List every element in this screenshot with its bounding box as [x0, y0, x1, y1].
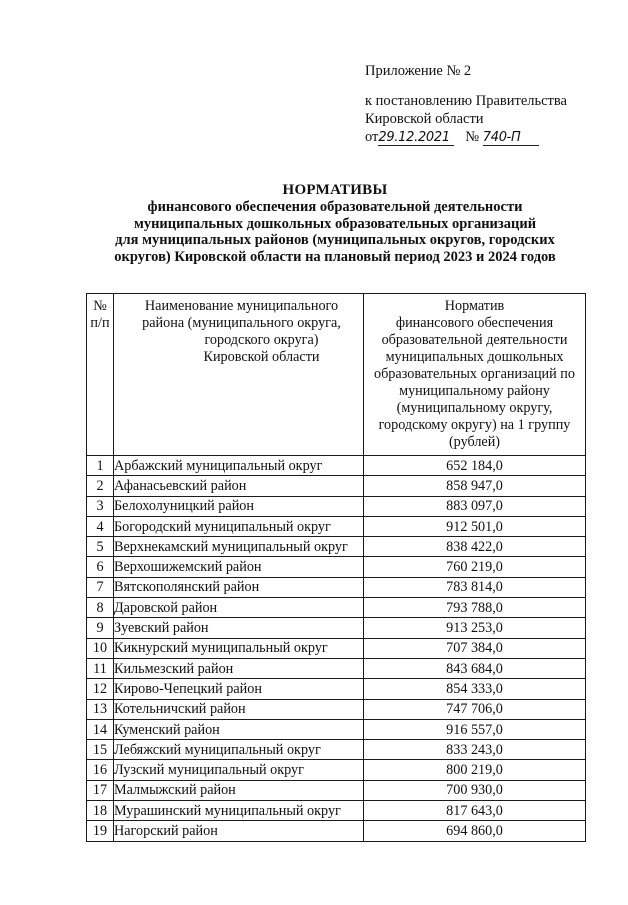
row-value: 783 814,0: [364, 577, 586, 597]
row-number: 5: [87, 537, 114, 557]
row-district: Белохолуницкий район: [114, 496, 364, 516]
row-district: Котельничский район: [114, 699, 364, 719]
row-district: Нагорский район: [114, 821, 364, 841]
row-number: 15: [87, 740, 114, 760]
header-value-line: образовательных организаций по: [374, 366, 575, 382]
table-row: [87, 801, 586, 821]
row-number: 6: [87, 557, 114, 577]
row-value: 838 422,0: [364, 537, 586, 557]
appendix-resolution-ref: к постановлению Правительства: [365, 93, 567, 109]
number-prefix: №: [465, 129, 480, 145]
row-number: 3: [87, 496, 114, 516]
header-value-line: образовательной деятельности: [381, 332, 568, 348]
row-number: 17: [87, 780, 114, 800]
row-district: Кирово-Чепецкий район: [114, 679, 364, 699]
table-row: [87, 821, 586, 841]
row-value: 854 333,0: [364, 679, 586, 699]
row-number: 12: [87, 679, 114, 699]
table-row: [87, 537, 586, 557]
row-value: 652 184,0: [364, 456, 586, 476]
row-value: 916 557,0: [364, 719, 586, 739]
date-prefix: от: [365, 129, 379, 145]
table-row: [87, 496, 586, 516]
title-line-3: для муниципальных районов (муниципальных округов, городских: [115, 232, 555, 249]
table-row: [87, 780, 586, 800]
table-row: [87, 516, 586, 536]
row-value: 858 947,0: [364, 476, 586, 496]
row-district: Верхошижемский район: [114, 557, 364, 577]
row-number: 8: [87, 598, 114, 618]
header-name-line: района (муниципального округа,: [142, 315, 341, 331]
row-district: Лузский муниципальный округ: [114, 760, 364, 780]
header-name-line: городского округа): [204, 332, 319, 348]
norms-table: [86, 293, 586, 842]
header-value-line: муниципальных дошкольных: [385, 349, 564, 365]
row-district: Кикнурский муниципальный округ: [114, 638, 364, 658]
table-row: [87, 577, 586, 597]
row-value: 694 860,0: [364, 821, 586, 841]
row-district: Кильмезский район: [114, 658, 364, 678]
row-district: Верхнекамский муниципальный округ: [114, 537, 364, 557]
row-district: Куменский район: [114, 719, 364, 739]
table-row: [87, 456, 586, 476]
header-value-line: (муниципальному округу,: [396, 400, 553, 416]
table-row: [87, 658, 586, 678]
row-value: 707 384,0: [364, 638, 586, 658]
header-value-line: финансового обеспечения: [395, 315, 554, 331]
row-number: 4: [87, 516, 114, 536]
table-row: [87, 699, 586, 719]
appendix-date-line: [365, 128, 567, 146]
row-value: 793 788,0: [364, 598, 586, 618]
title-line-1: финансового обеспечения образовательной деятельности: [147, 198, 523, 215]
appendix-authority: Кировской области: [365, 111, 484, 127]
table-header-row: [87, 294, 586, 456]
table-row: [87, 719, 586, 739]
table-row: [87, 760, 586, 780]
table-row: [87, 598, 586, 618]
row-district: Даровской район: [114, 598, 364, 618]
handwritten-date: 29.12.2021: [378, 130, 454, 146]
row-value: 800 219,0: [364, 760, 586, 780]
row-value: 833 243,0: [364, 740, 586, 760]
row-district: Афанасьевский район: [114, 476, 364, 496]
table-row: [87, 618, 586, 638]
table-row: [87, 638, 586, 658]
row-value: 913 253,0: [364, 618, 586, 638]
row-number: 13: [87, 699, 114, 719]
row-value: 912 501,0: [364, 516, 586, 536]
title-line-2: муниципальных дошкольных образовательных организаций: [133, 215, 537, 232]
header-value-line: Норматив: [444, 298, 505, 314]
row-district: Арбажский муниципальный округ: [114, 456, 364, 476]
row-number: 2: [87, 476, 114, 496]
row-district: Вятскополянский район: [114, 577, 364, 597]
appendix-number: Приложение № 2: [365, 63, 472, 79]
row-district: Малмыжский район: [114, 780, 364, 800]
row-value: 843 684,0: [364, 658, 586, 678]
header-value-line: муниципальному району: [399, 383, 550, 399]
row-number: 11: [87, 658, 114, 678]
row-value: 760 219,0: [364, 557, 586, 577]
row-number: 14: [87, 719, 114, 739]
document-title: [60, 182, 610, 266]
header-value: [364, 294, 586, 456]
header-num: [87, 294, 114, 456]
header-value-line: городскому округу) на 1 группу: [378, 417, 571, 433]
row-value: 883 097,0: [364, 496, 586, 516]
row-district: Мурашинский муниципальный округ: [114, 801, 364, 821]
appendix-header: [365, 62, 567, 146]
table-row: [87, 476, 586, 496]
row-number: 18: [87, 801, 114, 821]
row-value: 700 930,0: [364, 780, 586, 800]
row-district: Богородский муниципальный округ: [114, 516, 364, 536]
table-row: [87, 557, 586, 577]
table-row: [87, 679, 586, 699]
header-num-line: №: [93, 298, 107, 314]
row-number: 7: [87, 577, 114, 597]
row-value: 747 706,0: [364, 699, 586, 719]
row-number: 10: [87, 638, 114, 658]
title-main: НОРМАТИВЫ: [282, 182, 388, 198]
handwritten-number: 740-П: [483, 130, 539, 146]
header-name: [114, 294, 364, 456]
header-value-line: (рублей): [448, 434, 501, 450]
row-district: Зуевский район: [114, 618, 364, 638]
header-num-line: п/п: [90, 315, 110, 331]
header-name-line: Кировской области: [203, 349, 320, 365]
row-number: 16: [87, 760, 114, 780]
title-line-4: округов) Кировской области на плановый период 2023 и 2024 годов: [114, 249, 556, 266]
table-row: [87, 740, 586, 760]
row-number: 19: [87, 821, 114, 841]
row-value: 817 643,0: [364, 801, 586, 821]
header-name-line: Наименование муниципального: [144, 298, 339, 314]
row-number: 9: [87, 618, 114, 638]
row-number: 1: [87, 456, 114, 476]
row-district: Лебяжский муниципальный округ: [114, 740, 364, 760]
